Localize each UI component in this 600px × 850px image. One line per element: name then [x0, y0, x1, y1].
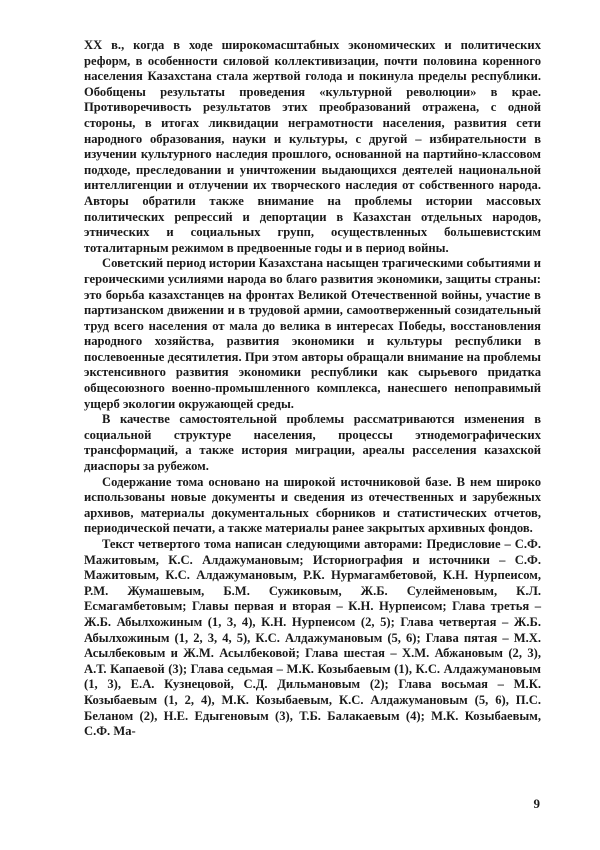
paragraph: Советский период истории Казахстана насыщен трагическими событиями и героическими усилиями народа во благо развития экономики, защиты страны: это борьба казахстанцев на фронтах Великой Отечественной войны, участие в партизанском движении и в трудовой армии, самоотверженный созидательный труд всего населения от мала до велика в интересах Победы, восстановления народного хозяйства, развития экономики и культуры республики в послевоенные десятилетия. При этом авторы обращали внимание на проблемы экстенсивного развития экономики республики как сырьевого придатка общесоюзного военно-промышленного комплекса, нанесшего непоправимый ущерб экологии окружающей среды. — [84, 256, 541, 411]
paragraph: Содержание тома основано на широкой источниковой базе. В нем широко использованы новые документы и сведения из отечественных и зарубежных архивов, материалы документальных сборников и статистических отчетов, периодической печати, а также материалы ранее закрытых архивных фондов. — [84, 474, 541, 536]
page-number: 9 — [533, 796, 540, 811]
paragraph: В качестве самостоятельной проблемы рассматриваются изменения в социальной структуре населения, процессы этнодемографических трансформаций, а также история миграции, ареалы расселения казахской диаспоры за рубежом. — [84, 412, 541, 474]
body-text — [84, 38, 541, 740]
paragraph: XX в., когда в ходе широкомасштабных экономических и политических реформ, в особенности силовой коллективизации, почти половина коренного населения Казахстана стала жертвой голода и покинула пределы республики. Обобщены результаты проведения «культурной революции» в крае. Противоречивость результатов этих преобразований отражена, с одной стороны, в итогах ликвидации неграмотности населения, развития сети народного образования, науки и культуры, с другой – избирательности в изучении культурного наследия прошлого, основанной на партийно-классовом подходе, преследовании и уничтожении выдающихся деятелей национальной интеллигенции и отлучении их творческого наследия от собственного народа. Авторы обратили также внимание на проблемы истории массовых политических репрессий и депортации в Казахстан отдельных народов, этнических и социальных групп, осуществленных большевистским тоталитарным режимом в предвоенные годы и в период войны. — [84, 38, 541, 255]
paragraph: Текст четвертого тома написан следующими авторами: Предисловие – С.Ф. Мажитовым, К.С. Алдажумановым; Историография и источники – С.Ф. Мажитовым, К.С. Алдажумановым, Р.К. Нурмагамбетовой, К.Н. Нурпеисом, Р.М. Жумашевым, Б.М. Сужиковым, Ж.Б. Сулейменовым, К.Л. Есмагамбетовым; Главы первая и вторая – К.Н. Нурпеисом; Глава третья – Ж.Б. Абылхожиным (1, 3, 4), К.Н. Нурпеисом (2, 5); Глава четвертая – Ж.Б. Абылхожиным (1, 2, 3, 4, 5), К.С. Алдажумановым (5, 6); Глава пятая – М.Х. Асылбековым и Ж.М. Асылбековой; Глава шестая – Х.М. Абжановым (2, 3), А.Т. Капаевой (3); Глава седьмая – М.К. Козыбаевым (1), К.С. Алдажумановым (1, 3), Е.А. Кузнецовой, С.Д. Дильмановым (2); Глава восьмая – М.К. Козыбаевым (1, 2, 4), М.К. Козыбаевым, К.С. Алдажумановым (5, 6), П.С. Беланом (2), Н.Е. Едыгеновым (3), Т.Б. Балакаевым (4); М.К. Козыбаевым, С.Ф. Ма- — [84, 537, 541, 739]
